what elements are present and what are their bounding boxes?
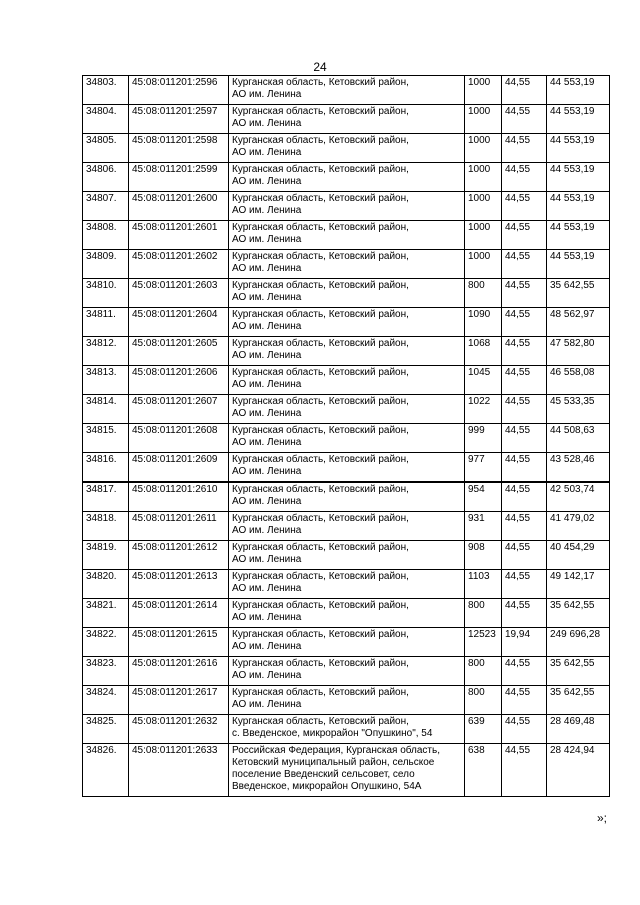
area-cell: 800 — [465, 279, 502, 308]
address-cell — [229, 628, 465, 657]
value-cell: 44 553,19 — [547, 250, 610, 279]
rate-cell: 44,55 — [502, 163, 547, 192]
rate-cell: 44,55 — [502, 221, 547, 250]
row-number-cell: 34806. — [83, 163, 129, 192]
rate-cell: 44,55 — [502, 482, 547, 512]
area-cell: 931 — [465, 512, 502, 541]
value-cell: 40 454,29 — [547, 541, 610, 570]
address-line: Курганская область, Кетовский район, — [232, 135, 409, 146]
area-cell: 1000 — [465, 192, 502, 221]
address-line: Курганская область, Кетовский район, — [232, 513, 409, 524]
area-cell: 954 — [465, 482, 502, 512]
cadastral-number-cell: 45:08:011201:2598 — [129, 134, 229, 163]
address-line: АО им. Ленина — [232, 292, 302, 303]
address-line: АО им. Ленина — [232, 118, 302, 129]
rate-cell: 44,55 — [502, 686, 547, 715]
value-cell: 28 469,48 — [547, 715, 610, 744]
cadastral-number-cell: 45:08:011201:2597 — [129, 105, 229, 134]
address-cell — [229, 570, 465, 599]
cadastral-number-cell: 45:08:011201:2616 — [129, 657, 229, 686]
row-number-cell: 34816. — [83, 453, 129, 483]
cadastral-number-cell: 45:08:011201:2600 — [129, 192, 229, 221]
area-cell: 1000 — [465, 134, 502, 163]
cadastral-number-cell: 45:08:011201:2606 — [129, 366, 229, 395]
cadastral-number-cell: 45:08:011201:2605 — [129, 337, 229, 366]
row-number-cell: 34826. — [83, 744, 129, 797]
rate-cell: 44,55 — [502, 512, 547, 541]
value-cell: 44 508,63 — [547, 424, 610, 453]
address-line: Курганская область, Кетовский район, — [232, 658, 409, 669]
rate-cell: 44,55 — [502, 76, 547, 105]
value-cell: 43 528,46 — [547, 453, 610, 483]
table-row — [83, 221, 610, 250]
address-line: Курганская область, Кетовский район, — [232, 542, 409, 553]
area-cell: 1000 — [465, 221, 502, 250]
row-number-cell: 34808. — [83, 221, 129, 250]
row-number-cell: 34804. — [83, 105, 129, 134]
table-row — [83, 512, 610, 541]
table-row — [83, 570, 610, 599]
address-cell — [229, 308, 465, 337]
rate-cell: 44,55 — [502, 744, 547, 797]
table-row — [83, 657, 610, 686]
area-cell: 1022 — [465, 395, 502, 424]
value-cell: 35 642,55 — [547, 279, 610, 308]
value-cell: 44 553,19 — [547, 221, 610, 250]
address-line: Курганская область, Кетовский район, — [232, 571, 409, 582]
rate-cell: 44,55 — [502, 424, 547, 453]
address-line: АО им. Ленина — [232, 496, 302, 507]
value-cell: 46 558,08 — [547, 366, 610, 395]
table-row — [83, 744, 610, 797]
table-row — [83, 628, 610, 657]
address-line: АО им. Ленина — [232, 699, 302, 710]
cadastral-number-cell: 45:08:011201:2596 — [129, 76, 229, 105]
cadastral-number-cell: 45:08:011201:2599 — [129, 163, 229, 192]
address-line: АО им. Ленина — [232, 525, 302, 536]
area-cell: 638 — [465, 744, 502, 797]
value-cell: 44 553,19 — [547, 163, 610, 192]
address-line: Курганская область, Кетовский район, — [232, 367, 409, 378]
address-line: АО им. Ленина — [232, 147, 302, 158]
address-cell — [229, 105, 465, 134]
address-line: АО им. Ленина — [232, 554, 302, 565]
area-cell: 1068 — [465, 337, 502, 366]
cadastral-number-cell: 45:08:011201:2607 — [129, 395, 229, 424]
area-cell: 800 — [465, 657, 502, 686]
area-cell: 908 — [465, 541, 502, 570]
table-row — [83, 366, 610, 395]
value-cell: 49 142,17 — [547, 570, 610, 599]
row-number-cell: 34810. — [83, 279, 129, 308]
address-line: АО им. Ленина — [232, 437, 302, 448]
row-number-cell: 34824. — [83, 686, 129, 715]
row-number-cell: 34820. — [83, 570, 129, 599]
address-line: Российская Федерация, Курганская область, — [232, 745, 441, 756]
row-number-cell: 34823. — [83, 657, 129, 686]
table-row — [83, 453, 610, 483]
address-cell — [229, 599, 465, 628]
table-row — [83, 250, 610, 279]
area-cell: 1000 — [465, 163, 502, 192]
address-cell — [229, 134, 465, 163]
value-cell: 44 553,19 — [547, 105, 610, 134]
area-cell: 1103 — [465, 570, 502, 599]
address-line: Курганская область, Кетовский район, — [232, 77, 409, 88]
cadastral-number-cell: 45:08:011201:2615 — [129, 628, 229, 657]
table-row — [83, 686, 610, 715]
area-cell: 800 — [465, 599, 502, 628]
row-number-cell: 34803. — [83, 76, 129, 105]
address-line: Курганская область, Кетовский район, — [232, 629, 409, 640]
table-row — [83, 482, 610, 512]
table-row — [83, 163, 610, 192]
rate-cell: 44,55 — [502, 134, 547, 163]
table-row — [83, 424, 610, 453]
rate-cell: 44,55 — [502, 250, 547, 279]
address-line: Курганская область, Кетовский район, — [232, 484, 409, 495]
address-line: Курганская область, Кетовский район, — [232, 309, 409, 320]
value-cell: 35 642,55 — [547, 686, 610, 715]
rate-cell: 44,55 — [502, 395, 547, 424]
land-plot-table — [82, 75, 610, 797]
address-cell — [229, 163, 465, 192]
row-number-cell: 34812. — [83, 337, 129, 366]
rate-cell: 19,94 — [502, 628, 547, 657]
area-cell: 1000 — [465, 250, 502, 279]
area-cell: 999 — [465, 424, 502, 453]
rate-cell: 44,55 — [502, 657, 547, 686]
table-row — [83, 134, 610, 163]
row-number-cell: 34825. — [83, 715, 129, 744]
row-number-cell: 34817. — [83, 482, 129, 512]
row-number-cell: 34815. — [83, 424, 129, 453]
address-line: АО им. Ленина — [232, 670, 302, 681]
area-cell: 1045 — [465, 366, 502, 395]
address-line: Курганская область, Кетовский район, — [232, 600, 409, 611]
table-row — [83, 541, 610, 570]
address-line: АО им. Ленина — [232, 263, 302, 274]
address-line: Кетовский муниципальный район, сельское — [232, 757, 435, 768]
row-number-cell: 34805. — [83, 134, 129, 163]
table-row — [83, 337, 610, 366]
address-line: АО им. Ленина — [232, 321, 302, 332]
address-line: Курганская область, Кетовский район, — [232, 425, 409, 436]
rate-cell: 44,55 — [502, 570, 547, 599]
address-line: АО им. Ленина — [232, 205, 302, 216]
row-number-cell: 34807. — [83, 192, 129, 221]
address-line: Курганская область, Кетовский район, — [232, 687, 409, 698]
address-cell — [229, 279, 465, 308]
value-cell: 35 642,55 — [547, 657, 610, 686]
rate-cell: 44,55 — [502, 279, 547, 308]
address-line: Курганская область, Кетовский район, — [232, 338, 409, 349]
address-line: АО им. Ленина — [232, 583, 302, 594]
address-cell — [229, 512, 465, 541]
area-cell: 1000 — [465, 76, 502, 105]
area-cell: 639 — [465, 715, 502, 744]
row-number-cell: 34809. — [83, 250, 129, 279]
address-line: Курганская область, Кетовский район, — [232, 222, 409, 233]
address-cell — [229, 482, 465, 512]
value-cell: 45 533,35 — [547, 395, 610, 424]
value-cell: 41 479,02 — [547, 512, 610, 541]
value-cell: 35 642,55 — [547, 599, 610, 628]
address-line: АО им. Ленина — [232, 466, 302, 477]
address-line: Введенское, микрорайон Опушкино, 54А — [232, 781, 422, 792]
cadastral-number-cell: 45:08:011201:2601 — [129, 221, 229, 250]
rate-cell: 44,55 — [502, 366, 547, 395]
rate-cell: 44,55 — [502, 192, 547, 221]
address-cell — [229, 424, 465, 453]
address-line: Курганская область, Кетовский район, — [232, 164, 409, 175]
table-row — [83, 395, 610, 424]
table-row — [83, 308, 610, 337]
table-row — [83, 76, 610, 105]
row-number-cell: 34818. — [83, 512, 129, 541]
address-cell — [229, 715, 465, 744]
cadastral-number-cell: 45:08:011201:2632 — [129, 715, 229, 744]
address-cell — [229, 192, 465, 221]
address-line: АО им. Ленина — [232, 234, 302, 245]
rate-cell: 44,55 — [502, 715, 547, 744]
address-line: поселение Введенский сельсовет, село — [232, 769, 415, 780]
value-cell: 47 582,80 — [547, 337, 610, 366]
rate-cell: 44,55 — [502, 453, 547, 483]
row-number-cell: 34821. — [83, 599, 129, 628]
address-line: Курганская область, Кетовский район, — [232, 251, 409, 262]
table-row — [83, 715, 610, 744]
cadastral-number-cell: 45:08:011201:2609 — [129, 453, 229, 483]
address-cell — [229, 337, 465, 366]
area-cell: 12523 — [465, 628, 502, 657]
cadastral-number-cell: 45:08:011201:2602 — [129, 250, 229, 279]
value-cell: 48 562,97 — [547, 308, 610, 337]
area-cell: 800 — [465, 686, 502, 715]
area-cell: 1000 — [465, 105, 502, 134]
address-cell — [229, 250, 465, 279]
cadastral-number-cell: 45:08:011201:2613 — [129, 570, 229, 599]
rate-cell: 44,55 — [502, 541, 547, 570]
cadastral-number-cell: 45:08:011201:2614 — [129, 599, 229, 628]
value-cell: 44 553,19 — [547, 76, 610, 105]
address-line: АО им. Ленина — [232, 379, 302, 390]
cadastral-number-cell: 45:08:011201:2633 — [129, 744, 229, 797]
address-line: Курганская область, Кетовский район, — [232, 396, 409, 407]
cadastral-number-cell: 45:08:011201:2612 — [129, 541, 229, 570]
address-line: АО им. Ленина — [232, 89, 302, 100]
row-number-cell: 34819. — [83, 541, 129, 570]
row-number-cell: 34814. — [83, 395, 129, 424]
address-cell — [229, 744, 465, 797]
address-line: Курганская область, Кетовский район, — [232, 280, 409, 291]
value-cell: 44 553,19 — [547, 134, 610, 163]
address-cell — [229, 541, 465, 570]
address-line: с. Введенское, микрорайон "Опушкино", 54 — [232, 728, 433, 739]
area-cell: 1090 — [465, 308, 502, 337]
cadastral-number-cell: 45:08:011201:2608 — [129, 424, 229, 453]
address-cell — [229, 395, 465, 424]
address-cell — [229, 686, 465, 715]
value-cell: 44 553,19 — [547, 192, 610, 221]
table-row — [83, 599, 610, 628]
closing-mark: »; — [597, 811, 608, 825]
cadastral-number-cell: 45:08:011201:2611 — [129, 512, 229, 541]
address-line: Курганская область, Кетовский район, — [232, 716, 409, 727]
address-cell — [229, 221, 465, 250]
cadastral-number-cell: 45:08:011201:2604 — [129, 308, 229, 337]
address-cell — [229, 657, 465, 686]
address-line: АО им. Ленина — [232, 350, 302, 361]
table-row — [83, 105, 610, 134]
cadastral-number-cell: 45:08:011201:2610 — [129, 482, 229, 512]
address-line: АО им. Ленина — [232, 641, 302, 652]
address-line: АО им. Ленина — [232, 408, 302, 419]
area-cell: 977 — [465, 453, 502, 483]
rate-cell: 44,55 — [502, 308, 547, 337]
address-line: АО им. Ленина — [232, 612, 302, 623]
rate-cell: 44,55 — [502, 599, 547, 628]
address-line: Курганская область, Кетовский район, — [232, 454, 409, 465]
rate-cell: 44,55 — [502, 337, 547, 366]
page-number: 24 — [313, 60, 327, 74]
address-line: АО им. Ленина — [232, 176, 302, 187]
value-cell: 42 503,74 — [547, 482, 610, 512]
table-row — [83, 279, 610, 308]
address-line: Курганская область, Кетовский район, — [232, 106, 409, 117]
cadastral-number-cell: 45:08:011201:2603 — [129, 279, 229, 308]
value-cell: 28 424,94 — [547, 744, 610, 797]
row-number-cell: 34811. — [83, 308, 129, 337]
value-cell: 249 696,28 — [547, 628, 610, 657]
cadastral-number-cell: 45:08:011201:2617 — [129, 686, 229, 715]
table-row — [83, 192, 610, 221]
address-cell — [229, 76, 465, 105]
row-number-cell: 34822. — [83, 628, 129, 657]
row-number-cell: 34813. — [83, 366, 129, 395]
address-cell — [229, 366, 465, 395]
rate-cell: 44,55 — [502, 105, 547, 134]
address-line: Курганская область, Кетовский район, — [232, 193, 409, 204]
address-cell — [229, 453, 465, 483]
